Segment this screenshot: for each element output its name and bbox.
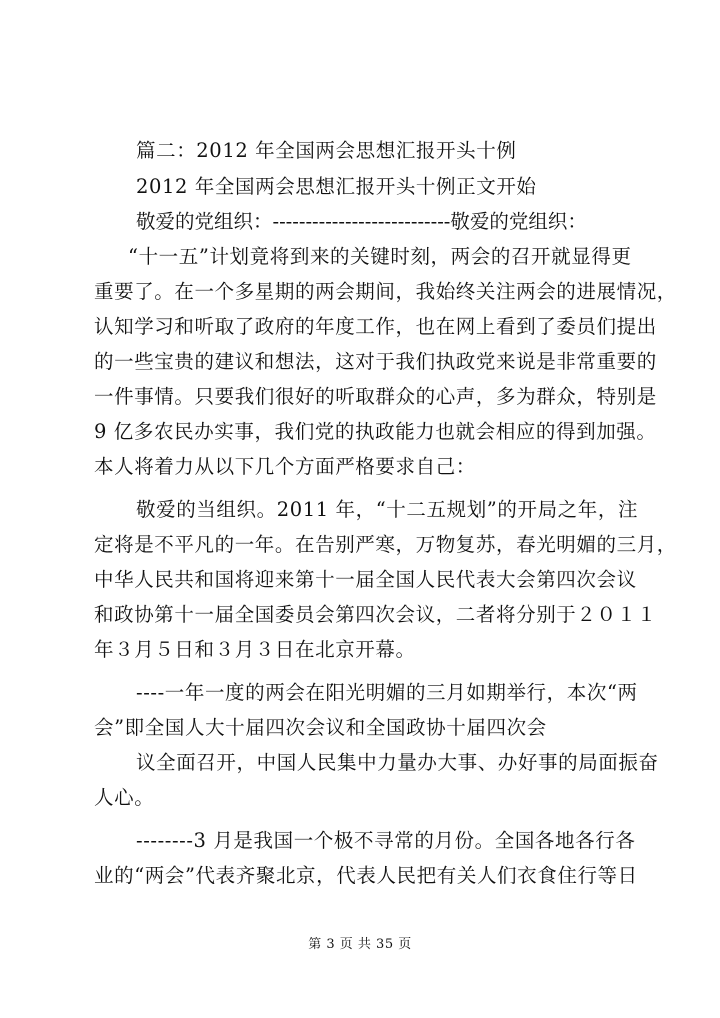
salutation-line: 敬爱的党组织：---------------------------敬爱的党组织： xyxy=(136,210,587,233)
body-line: 9 亿多农民办实事，我们党的执政能力也就会相应的得到加强。 xyxy=(94,420,657,443)
body-line: 中华人民共和国将迎来第十一届全国人民代表大会第四次会议 xyxy=(94,568,637,591)
page-number-footer: 第 3 页 共 35 页 xyxy=(308,937,412,952)
body-line: 重要了。在一个多星期的两会期间，我始终关注两会的进展情况， xyxy=(94,280,677,303)
body-line: “十一五”计划竟将到来的关键时刻，两会的召开就显得更 xyxy=(128,245,632,268)
body-line: --------3 月是我国一个极不寻常的月份。全国各地各行各 xyxy=(136,829,636,852)
body-line: 业的“两会”代表齐聚北京，代表人民把有关人们衣食住行等日 xyxy=(94,864,638,887)
body-line: 人心。 xyxy=(94,786,155,809)
body-line: 议全面召开，中国人民集中力量办大事、办好事的局面振奋 xyxy=(136,751,659,774)
body-line: 认知学习和听取了政府的年度工作，也在网上看到了委员们提出 xyxy=(94,315,657,338)
body-line: 一件事情。只要我们很好的听取群众的心声，多为群众，特别是 xyxy=(94,385,657,408)
body-line: 和政协第十一届全国委员会第四次会议，二者将分别于２０１１ xyxy=(94,603,657,626)
body-line: 年３月５日和３月３日在北京开幕。 xyxy=(94,638,416,661)
body-line: 本人将着力从以下几个方面严格要求自己： xyxy=(94,455,476,478)
section-heading: 篇二：2012 年全国两会思想汇报开头十例 xyxy=(136,139,517,162)
body-line: 敬爱的当组织。2011 年，“十二五规划”的开局之年，注 xyxy=(136,498,639,521)
body-line: 的一些宝贵的建议和想法，这对于我们执政党来说是非常重要的 xyxy=(94,350,657,373)
body-line: 定将是不平凡的一年。在告别严寒，万物复苏，春光明媚的三月， xyxy=(94,533,677,556)
body-line: 会”即全国人大十届四次会议和全国政协十届四次会 xyxy=(94,716,547,739)
document-subtitle: 2012 年全国两会思想汇报开头十例正文开始 xyxy=(136,175,537,198)
body-line: ----一年一度的两会在阳光明媚的三月如期举行，本次“两 xyxy=(136,681,638,704)
